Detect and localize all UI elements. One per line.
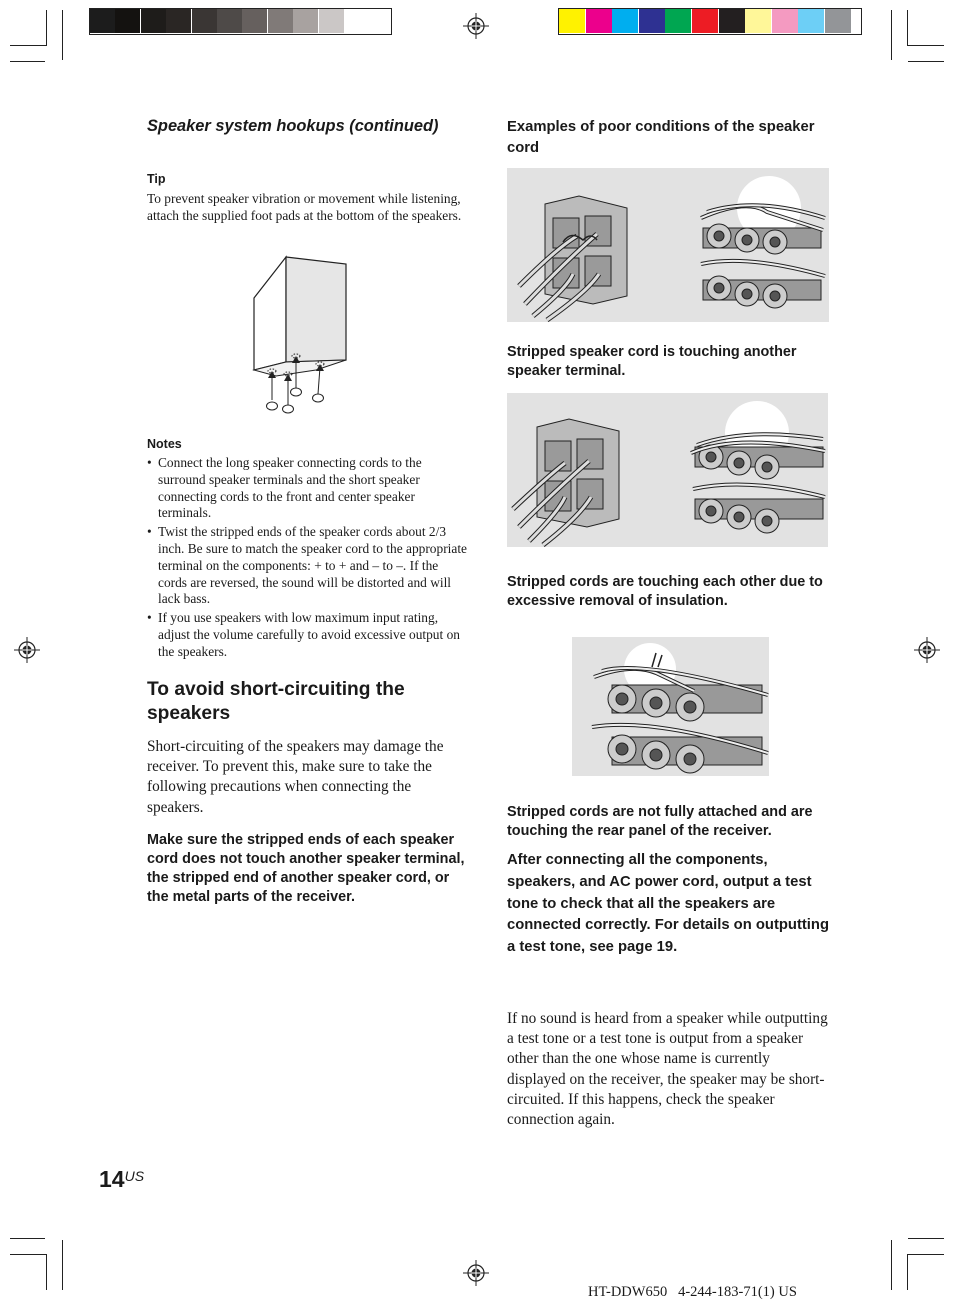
terminal-illustration-1 xyxy=(507,168,829,322)
section-title: Speaker system hookups (continued) xyxy=(147,117,439,135)
page-number-suffix: US xyxy=(124,1168,145,1184)
crop-mark xyxy=(62,1240,63,1290)
note-text: Connect the long speaker connecting cords to the surround speaker terminals and the short speaker connecting cords to the front and center speaker terminals. xyxy=(158,455,422,521)
list-item: • If you use speakers with low maximum input rating, adjust the volume carefully to avoid excessive output on the speakers. xyxy=(147,610,460,659)
note-text: If you use speakers with low maximum input rating, adjust the volume carefully to avoid excessive output on the speakers. xyxy=(158,610,460,659)
avoid-intro: Short-circuiting of the speakers may damage the receiver. To prevent this, make sure to take the following precautions when connecting the speakers. xyxy=(147,738,444,816)
caption-2: Stripped cords are touching each other due to excessive removal of insulation. xyxy=(507,574,823,609)
list-item: • Connect the long speaker connecting cords to the surround speaker terminals and the short speaker connecting cords to the front and center speaker terminals. xyxy=(147,455,422,521)
crop-mark xyxy=(10,1254,46,1255)
caption-3: Stripped cords are not fully attached and are touching the rear panel of the receiver. xyxy=(507,804,813,839)
note-text: Twist the stripped ends of the speaker cords about 2/3 inch. Be sure to match the speaker cord to the appropriate terminal on the components: + to + and – to –. If the cords are reversed, the sound will be distorted and will lack bass. xyxy=(158,524,467,607)
crop-mark xyxy=(10,61,45,62)
crop-mark xyxy=(62,10,63,60)
list-item: • Twist the stripped ends of the speaker cords about 2/3 inch. Be sure to match the speaker cord to the appropriate terminal on the components: + to + and – to –. If the cords are reversed, the sound will be distorted and will lack bass. xyxy=(147,524,467,607)
registration-target-icon xyxy=(463,13,489,39)
crop-mark xyxy=(46,10,47,46)
avoid-heading-line: speakers xyxy=(147,703,231,724)
crop-mark xyxy=(10,1238,45,1239)
crop-mark xyxy=(891,10,892,60)
crop-mark xyxy=(10,45,46,46)
registration-target-icon xyxy=(463,1260,489,1286)
crop-mark xyxy=(907,10,908,46)
crop-mark xyxy=(46,1254,47,1290)
crop-mark xyxy=(908,1238,944,1239)
crop-mark xyxy=(908,45,944,46)
examples-heading: Examples of poor conditions of the speaker cord xyxy=(507,119,815,156)
caption-1: Stripped speaker cord is touching another speaker terminal. xyxy=(507,344,797,379)
crop-mark xyxy=(908,61,944,62)
notes-list xyxy=(147,455,469,661)
terminal-illustration-3 xyxy=(572,637,769,776)
page-number xyxy=(99,1166,144,1193)
avoid-heading-line: To avoid short-circuiting the xyxy=(147,679,405,700)
tip-heading: Tip xyxy=(147,172,166,186)
registration-target-icon xyxy=(914,637,940,663)
avoid-heading xyxy=(147,678,405,726)
avoid-instruction: Make sure the stripped ends of each speaker cord does not touch another speaker terminal, the stripped end of another speaker cord, or the metal parts of the receiver. xyxy=(147,832,465,905)
crop-mark xyxy=(908,1254,944,1255)
tip-text: To prevent speaker vibration or movement while listening, attach the supplied foot pads at the bottom of the speakers. xyxy=(147,191,462,223)
page-number-value: 14 xyxy=(99,1166,125,1192)
crop-mark xyxy=(891,1240,892,1290)
after-connecting-text: After connecting all the components, speakers, and AC power cord, output a test tone to check that all the speakers are connected correctly. For details on outputting a test tone, see page 19. xyxy=(507,852,829,956)
model-code: HT-DDW650 4-244-183-71(1) US xyxy=(588,1284,797,1300)
terminal-illustration-2 xyxy=(507,393,828,547)
crop-mark xyxy=(907,1254,908,1290)
speaker-foot-pads-illustration xyxy=(248,250,352,416)
no-sound-text: If no sound is heard from a speaker while outputting a test tone or a test tone is output from a speaker other than the one whose name is currently displayed on the receiver, the speaker may be short-circuited. If this happens, check the speaker connection again. xyxy=(507,1010,828,1129)
color-bar-frame xyxy=(558,8,862,35)
registration-target-icon xyxy=(14,637,40,663)
gray-bar-frame xyxy=(89,8,392,35)
notes-heading: Notes xyxy=(147,437,182,451)
